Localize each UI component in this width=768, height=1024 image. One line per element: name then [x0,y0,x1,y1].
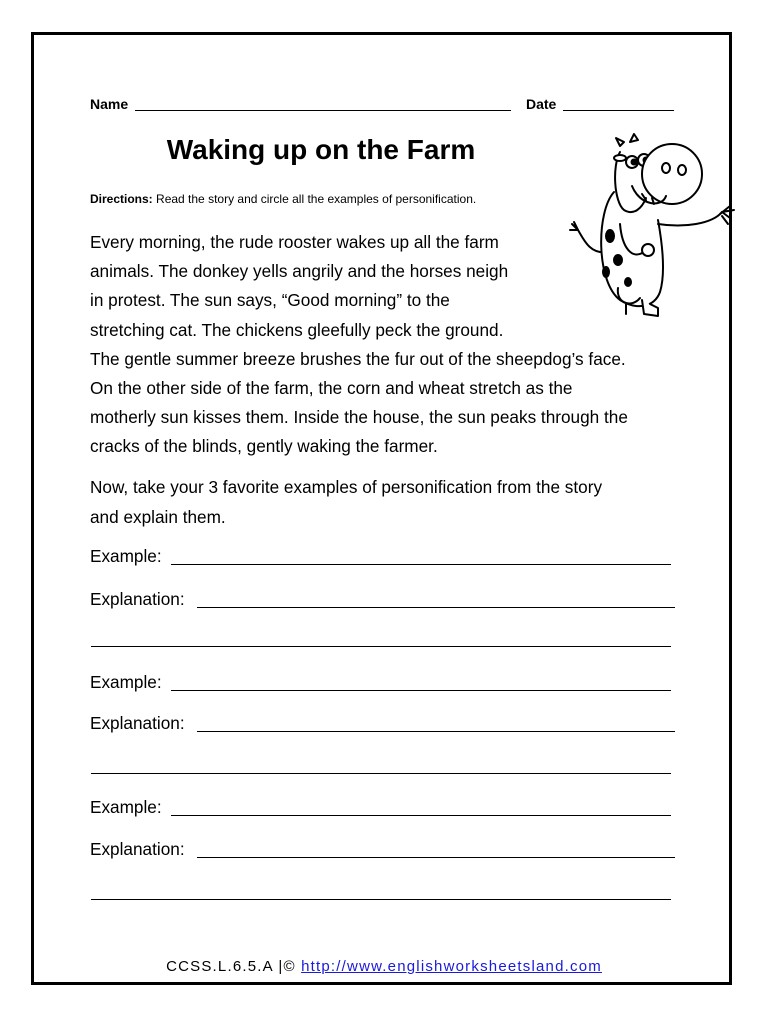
story-line: stretching cat. The chickens gleefully peck the ground. [90,319,504,340]
explanation-continuation-line[interactable] [91,773,671,774]
name-label: Name [90,96,129,112]
explanation-answer-line[interactable] [197,857,675,858]
example-answer-line[interactable] [171,690,671,691]
instructions [90,472,602,532]
date-field[interactable] [563,110,674,111]
website-link[interactable]: http://www.englishworksheetsland.com [301,958,602,975]
example-answer-line[interactable] [171,815,671,816]
footer [0,958,768,975]
explanation-answer-line[interactable] [197,607,675,608]
explanation-answer-line[interactable] [197,731,675,732]
copyright-separator: |© [273,958,302,975]
explanation-label: Explanation: [90,589,185,609]
name-field[interactable] [135,110,511,111]
date-label: Date [526,96,557,112]
example-answer-line[interactable] [171,564,671,565]
directions-label: Directions: [90,192,153,206]
story-line: On the other side of the farm, the corn and wheat stretch as the [90,378,573,399]
story-text [90,228,628,462]
story-line: The gentle summer breeze brushes the fur out of the sheepdog’s face. [90,348,626,369]
explanation-continuation-line[interactable] [91,899,671,900]
example-label: Example: [90,672,162,692]
story-line: cracks of the blinds, gently waking the farmer. [90,436,438,457]
story-line: motherly sun kisses them. Inside the house, the sun peaks through the [90,407,628,428]
worksheet-title: Waking up on the Farm [166,134,476,165]
instructions-line: and explain them. [90,507,226,527]
story-line: animals. The donkey yells angrily and the horses neigh [90,261,509,282]
story-line: Every morning, the rude rooster wakes up all the farm [90,232,499,252]
example-label: Example: [90,797,162,817]
instructions-line: Now, take your 3 favorite examples of personification from the story [90,477,603,497]
explanation-label: Explanation: [90,713,185,733]
story-line: in protest. The sun says, “Good morning” to the [90,290,450,311]
explanation-continuation-line[interactable] [91,646,671,647]
directions [90,192,476,206]
explanation-label: Explanation: [90,839,185,859]
standard-code: CCSS.L.6.5.A [166,958,274,975]
directions-text: Read the story and circle all the examples of personification. [156,192,477,206]
example-label: Example: [90,546,162,566]
